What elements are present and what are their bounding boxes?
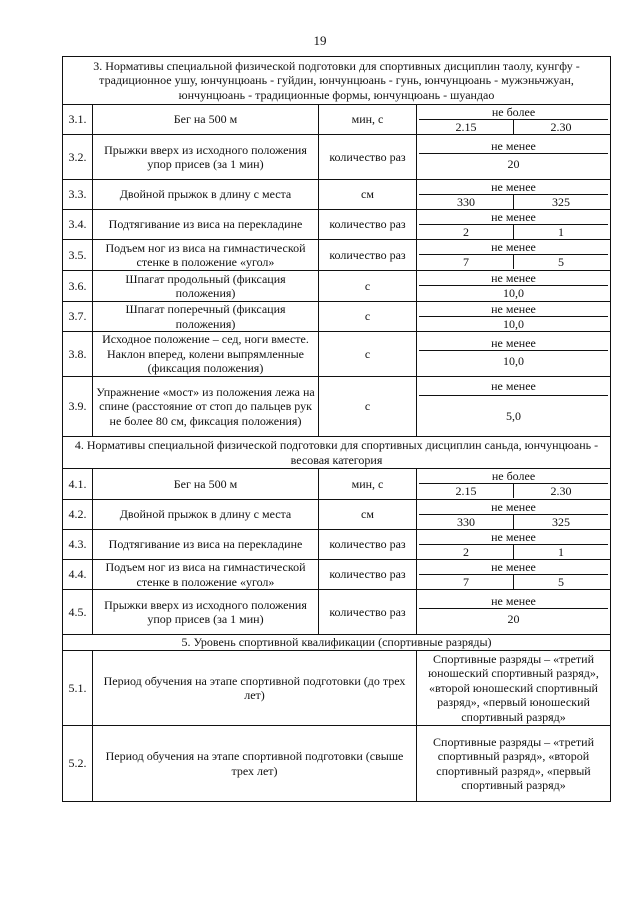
row-number: 3.6. [63, 271, 93, 302]
unit: количество раз [319, 590, 417, 635]
norm-value: 20 [507, 612, 520, 626]
unit: с [319, 302, 417, 332]
row-number: 3.5. [63, 240, 93, 271]
requirement-label: не менее [419, 211, 608, 225]
row-number: 3.2. [63, 135, 93, 180]
exercise-name: Шпагат поперечный (фиксация положения) [93, 302, 319, 332]
row-number: 3.9. [63, 377, 93, 437]
table-row [63, 105, 611, 135]
unit: мин, с [319, 105, 417, 135]
row-number: 4.2. [63, 500, 93, 530]
sport-ranks: Спортивные разряды – «третий юношеский спортивный разряд», «второй юношеский спортивный разряд», «первый юношеский спортивный разряд» [417, 651, 611, 726]
norm-value: 10,0 [503, 316, 524, 331]
table-row [63, 240, 611, 271]
norm-value: 325 [513, 195, 608, 209]
section-3-header [63, 57, 611, 105]
row-number: 3.4. [63, 210, 93, 240]
table-row [63, 560, 611, 590]
exercise-name: Бег на 500 м [93, 105, 319, 135]
norm-cell [417, 530, 611, 560]
row-number: 5.2. [63, 726, 93, 802]
training-period: Период обучения на этапе спортивной подготовки (до трех лет) [93, 651, 417, 726]
requirement-label: не менее [419, 140, 608, 154]
exercise-name: Двойной прыжок в длину с места [93, 500, 319, 530]
unit: количество раз [319, 560, 417, 590]
norm-value: 5 [513, 575, 608, 589]
norm-cell [417, 590, 611, 635]
exercise-name: Подтягивание из виса на перекладине [93, 530, 319, 560]
norm-value: 7 [463, 574, 469, 589]
table-row [63, 210, 611, 240]
norm-value: 2 [463, 224, 469, 239]
requirement-label: не менее [419, 181, 608, 195]
table-row [63, 302, 611, 332]
exercise-name: Прыжки вверх из исходного положения упор присев (за 1 мин) [93, 135, 319, 180]
norm-cell [417, 240, 611, 271]
norms-table [62, 56, 611, 802]
table-row [63, 377, 611, 437]
table-row [63, 530, 611, 560]
norm-cell [417, 500, 611, 530]
table-row [63, 500, 611, 530]
table-row [63, 726, 611, 802]
unit: количество раз [319, 530, 417, 560]
row-number: 4.3. [63, 530, 93, 560]
row-number: 4.1. [63, 469, 93, 500]
requirement-label: не более [419, 106, 608, 120]
row-number: 4.4. [63, 560, 93, 590]
norm-cell [417, 332, 611, 377]
norm-value: 1 [513, 545, 608, 559]
norm-value: 2.30 [513, 484, 608, 498]
unit: с [319, 332, 417, 377]
requirement-label: не менее [419, 337, 608, 351]
norm-value: 2 [463, 544, 469, 559]
norm-cell [417, 105, 611, 135]
requirement-label: не менее [419, 595, 608, 609]
exercise-name: Подтягивание из виса на перекладине [93, 210, 319, 240]
norm-value: 10,0 [503, 354, 524, 368]
norm-value: 325 [513, 515, 608, 529]
exercise-name: Прыжки вверх из исходного положения упор присев (за 1 мин) [93, 590, 319, 635]
table-row [63, 271, 611, 302]
requirement-label: не менее [419, 241, 608, 255]
requirement-label: не менее [419, 303, 608, 317]
unit: с [319, 271, 417, 302]
exercise-name: Упражнение «мост» из положения лежа на спине (расстояние от стоп до пальцев рук не более 80 см, фиксация положения) [93, 377, 319, 437]
norm-cell [417, 377, 611, 437]
requirement-label: не менее [419, 531, 608, 545]
table-row [63, 469, 611, 500]
row-number: 3.3. [63, 180, 93, 210]
norm-cell [417, 302, 611, 332]
norm-cell [417, 469, 611, 500]
requirement-label: не более [419, 470, 608, 484]
requirement-label: не менее [419, 501, 608, 515]
section-title: 3. Нормативы специальной физической подготовки для спортивных дисциплин таолу, кунгфу - традиционное ушу, юнчунцюань - гуйдин, юнчунцюань - гунь, юнчунцюань - мужэньчжуан, юнчунцюань - традиционные формы, юнчунцюань - шуандао [63, 57, 611, 105]
norm-value: 5 [513, 255, 608, 269]
exercise-name: Двойной прыжок в длину с места [93, 180, 319, 210]
row-number: 3.1. [63, 105, 93, 135]
norm-value: 330 [457, 514, 475, 529]
exercise-name: Подъем ног из виса на гимнастической стенке в положение «угол» [93, 240, 319, 271]
table-row [63, 180, 611, 210]
norm-value: 2.30 [513, 120, 608, 134]
requirement-label: не менее [419, 561, 608, 575]
norm-cell [417, 135, 611, 180]
unit: см [319, 500, 417, 530]
unit: с [319, 377, 417, 437]
exercise-name: Шпагат продольный (фиксация положения) [93, 271, 319, 302]
unit: количество раз [319, 240, 417, 271]
norm-value: 330 [457, 194, 475, 209]
norm-cell [417, 180, 611, 210]
table-row [63, 332, 611, 377]
norm-value: 2.15 [455, 119, 477, 134]
exercise-name: Подъем ног из виса на гимнастической стенке в положение «угол» [93, 560, 319, 590]
exercise-name: Исходное положение – сед, ноги вместе. Наклон вперед, колени выпрямленные (фиксация положения) [93, 332, 319, 377]
section-title: 5. Уровень спортивной квалификации (спортивные разряды) [63, 635, 611, 651]
norm-value: 5,0 [506, 409, 521, 423]
norm-value: 20 [507, 157, 520, 171]
norm-value: 2.15 [455, 484, 477, 498]
unit: мин, с [319, 469, 417, 500]
exercise-name: Бег на 500 м [93, 469, 319, 500]
section-title: 4. Нормативы специальной физической подготовки для спортивных дисциплин саньда, юнчунцюань - весовая категория [63, 437, 611, 469]
table-row [63, 590, 611, 635]
row-number: 3.7. [63, 302, 93, 332]
unit: см [319, 180, 417, 210]
sport-ranks: Спортивные разряды – «третий спортивный разряд», «второй спортивный разряд», «первый спортивный разряд» [417, 726, 611, 802]
row-number: 5.1. [63, 651, 93, 726]
requirement-label: не менее [419, 272, 608, 286]
norm-cell [417, 271, 611, 302]
norm-cell [417, 210, 611, 240]
section-5-header [63, 635, 611, 651]
row-number: 4.5. [63, 590, 93, 635]
norm-value: 1 [513, 225, 608, 239]
table-row [63, 651, 611, 726]
norm-cell [417, 560, 611, 590]
training-period: Период обучения на этапе спортивной подготовки (свыше трех лет) [93, 726, 417, 802]
requirement-label: не менее [419, 377, 608, 396]
norm-value: 7 [463, 255, 469, 269]
norm-value: 10,0 [503, 286, 524, 300]
row-number: 3.8. [63, 332, 93, 377]
section-4-header [63, 437, 611, 469]
page-number: 19 [313, 33, 327, 48]
table-row [63, 135, 611, 180]
unit: количество раз [319, 210, 417, 240]
unit: количество раз [319, 135, 417, 180]
